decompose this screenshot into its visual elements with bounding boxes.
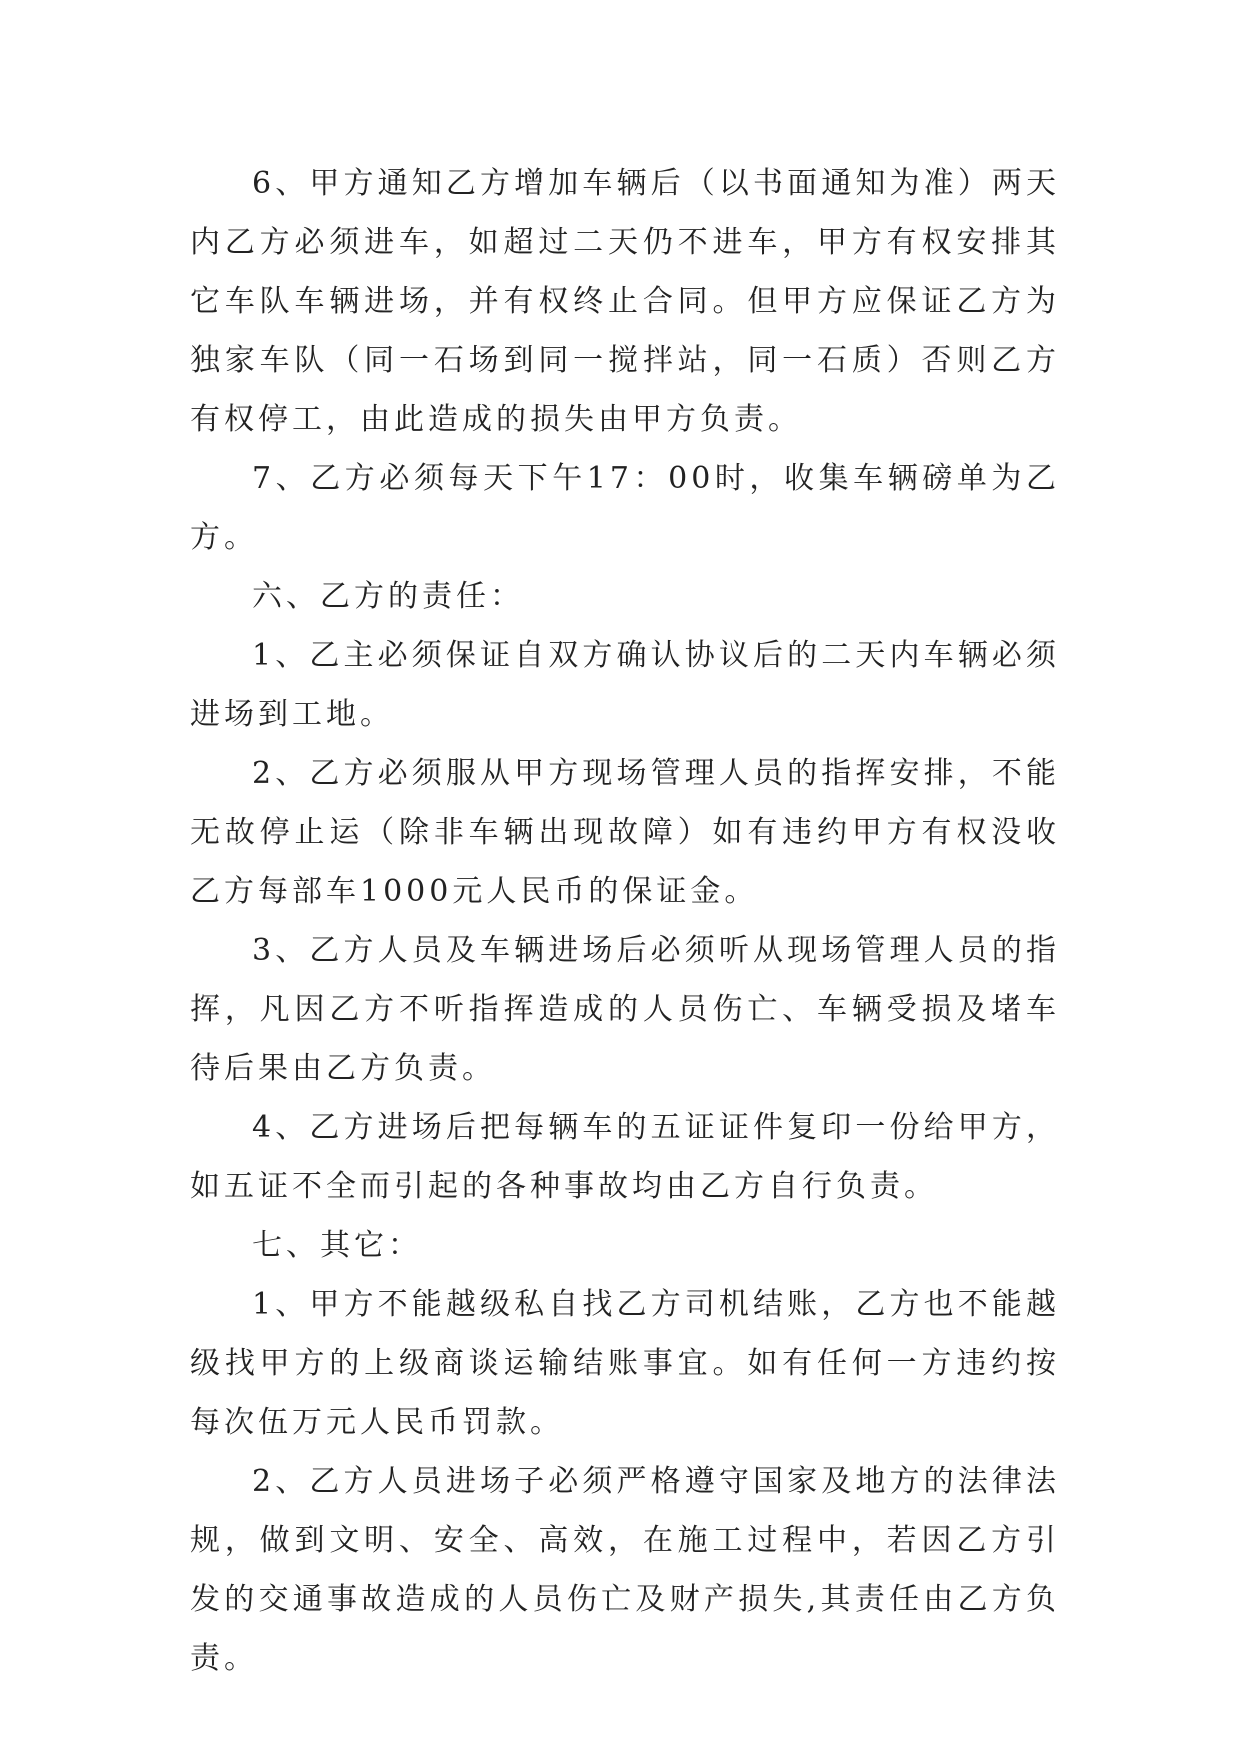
paragraph-b-clause-3: 3、乙方人员及车辆进场后必须听从现场管理人员的指挥，凡因乙方不听指挥造成的人员伤亡、车辆受损及堵车待后果由乙方负责。 — [190, 933, 1060, 1086]
paragraph-b-clause-2: 2、乙方必须服从甲方现场管理人员的指挥安排，不能无故停止运（除非车辆出现故障）如有违约甲方有权没收乙方每部车1000元人民币的保证金。 — [190, 756, 1060, 909]
paragraph-other-clause-2: 2、乙方人员进场子必须严格遵守国家及地方的法律法规，做到文明、安全、高效，在施工过程中，若因乙方引发的交通事故造成的人员伤亡及财产损失,其责任由乙方负责。 — [190, 1464, 1060, 1676]
document-body — [190, 154, 1060, 1688]
paragraph-other-clause-1: 1、甲方不能越级私自找乙方司机结账，乙方也不能越级找甲方的上级商谈运输结账事宜。如有任何一方违约按每次伍万元人民币罚款。 — [190, 1287, 1060, 1440]
paragraph-clause-6-vehicle-addition: 6、甲方通知乙方增加车辆后（以书面通知为准）两天内乙方必须进车，如超过二天仍不进车，甲方有权安排其它车队车辆进场，并有权终止合同。但甲方应保证乙方为独家车队（同一石场到同一搅拌站，同一石质）否则乙方有权停工，由此造成的损失由甲方负责。 — [190, 166, 1060, 437]
paragraph-b-clause-1: 1、乙主必须保证自双方确认协议后的二天内车辆必须进场到工地。 — [190, 638, 1060, 732]
section-heading-party-b-responsibilities: 六、乙方的责任： — [252, 579, 524, 614]
section-heading-other: 七、其它： — [252, 1228, 422, 1263]
paragraph-b-clause-4: 4、乙方进场后把每辆车的五证证件复印一份给甲方，如五证不全而引起的各种事故均由乙方自行负责。 — [190, 1110, 1060, 1204]
paragraph-clause-7-weigh-tickets: 7、乙方必须每天下午17：00时，收集车辆磅单为乙方。 — [190, 461, 1060, 555]
